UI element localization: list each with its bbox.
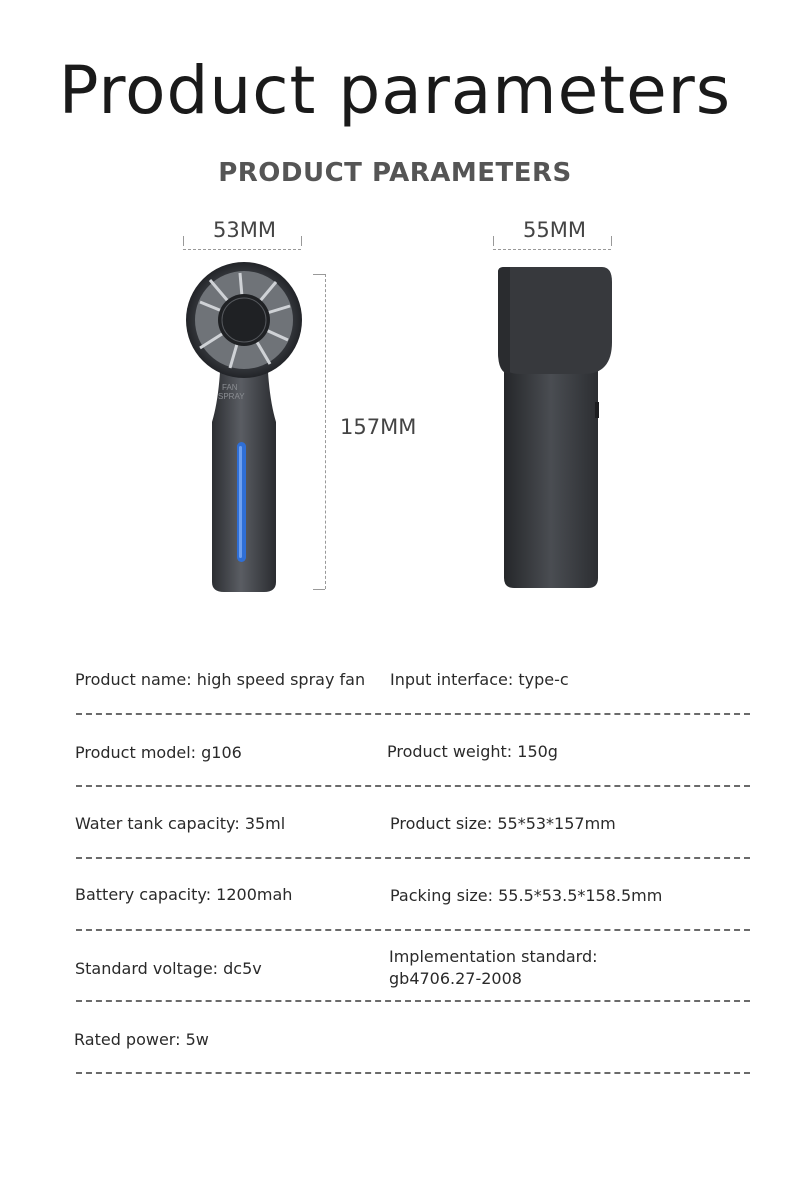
separator-5 — [76, 1000, 750, 1002]
front-width-tick-left — [183, 236, 184, 246]
spec-product-size: Product size: 55*53*157mm — [390, 814, 616, 833]
spec-voltage: Standard voltage: dc5v — [75, 959, 262, 978]
fan-front-view-image — [180, 262, 310, 597]
separator-3 — [76, 857, 750, 859]
spray-mode-label: SPRAY — [218, 392, 245, 401]
section-subtitle: PRODUCT PARAMETERS — [218, 158, 572, 188]
height-tick-bottom — [313, 589, 325, 590]
front-width-line — [183, 249, 301, 250]
spec-product-weight: Product weight: 150g — [387, 742, 558, 761]
separator-1 — [76, 713, 750, 715]
fan-mode-label: FAN — [222, 383, 238, 392]
spec-product-model: Product model: g106 — [75, 743, 242, 762]
spec-water-tank: Water tank capacity: 35ml — [75, 814, 286, 833]
spec-product-name: Product name: high speed spray fan — [75, 670, 366, 689]
spec-packing-size: Packing size: 55.5*53.5*158.5mm — [390, 886, 663, 905]
side-width-line — [493, 249, 611, 250]
spec-battery: Battery capacity: 1200mah — [75, 885, 293, 904]
front-width-label: 53MM — [213, 218, 276, 242]
separator-4 — [76, 929, 750, 931]
height-line — [325, 274, 326, 589]
side-width-label: 55MM — [523, 218, 586, 242]
spec-rated-power: Rated power: 5w — [74, 1030, 209, 1049]
front-width-tick-right — [301, 236, 302, 246]
side-width-tick-right — [611, 236, 612, 246]
spec-implementation-standard: Implementation standard: gb4706.27-2008 — [389, 947, 598, 988]
height-tick-top — [313, 274, 325, 275]
height-label: 157MM — [340, 415, 417, 439]
separator-2 — [76, 785, 750, 787]
separator-6 — [76, 1072, 750, 1074]
spec-input-interface: Input interface: type-c — [390, 670, 569, 689]
side-width-tick-left — [493, 236, 494, 246]
page-title: Product parameters — [58, 52, 732, 129]
fan-side-view-image — [490, 262, 615, 592]
